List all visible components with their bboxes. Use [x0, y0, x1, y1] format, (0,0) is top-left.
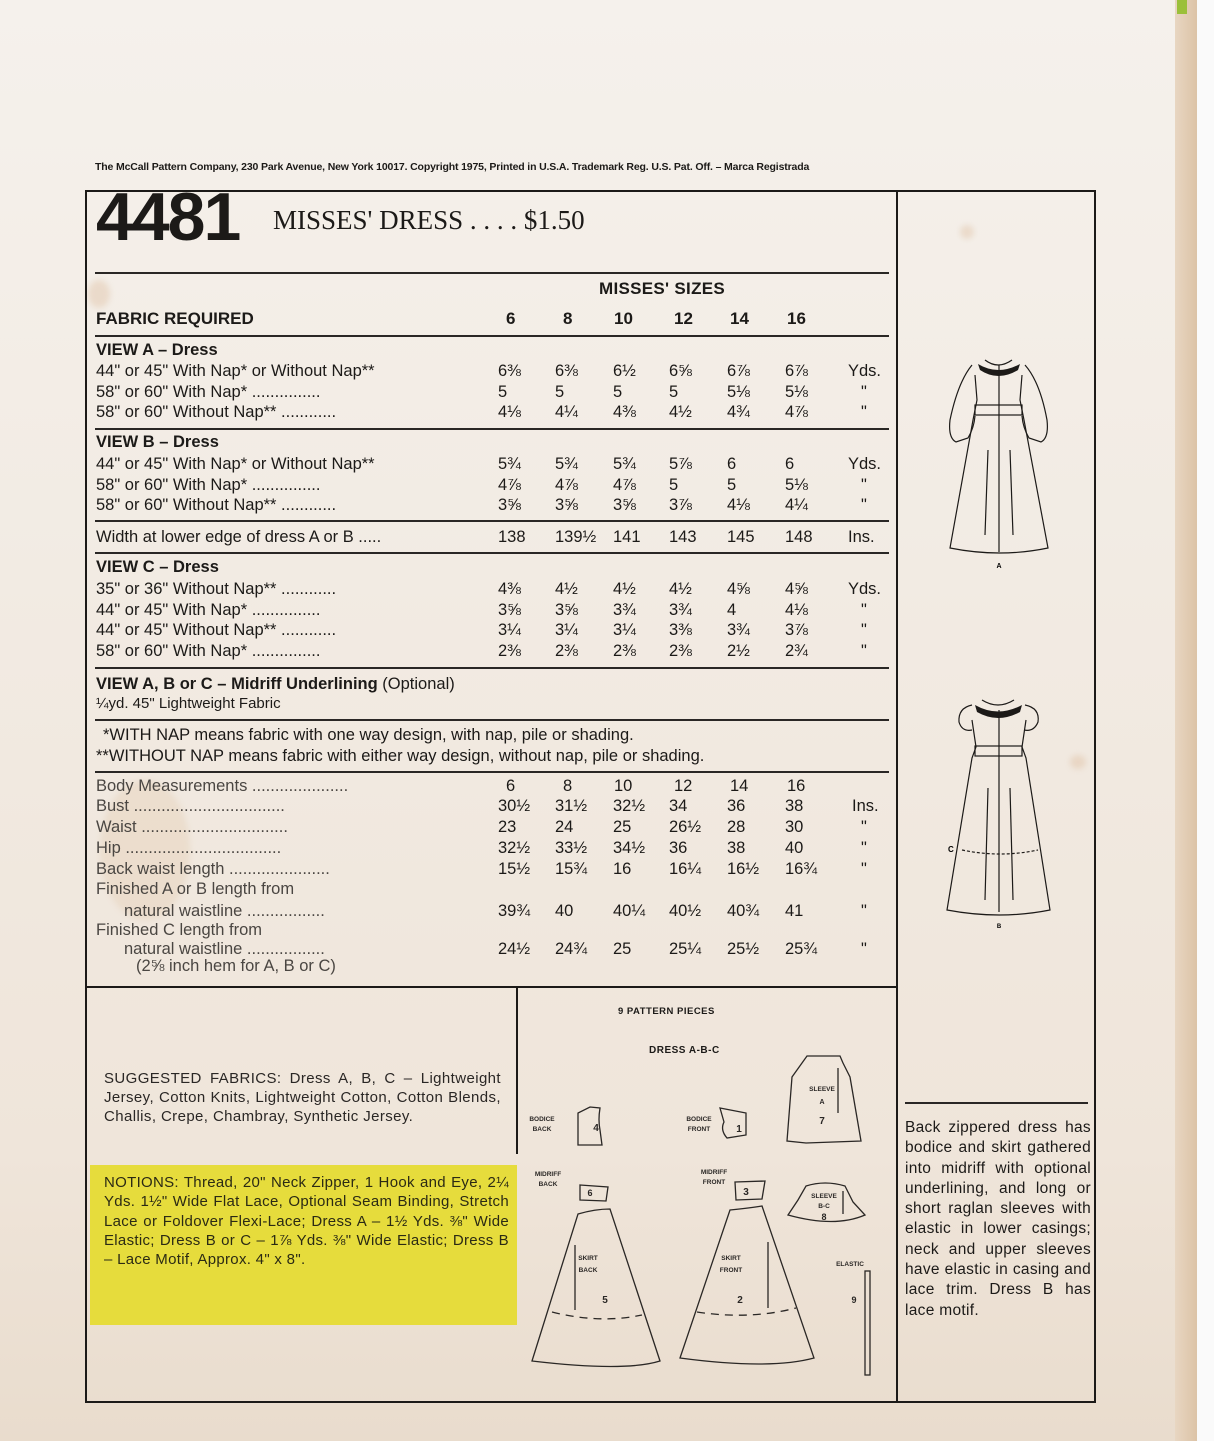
size-14: 14 [730, 309, 749, 328]
svg-text:FRONT: FRONT [702, 1179, 726, 1186]
svg-text:ELASTIC: ELASTIC [836, 1261, 864, 1268]
svg-text:FRONT: FRONT [687, 1126, 711, 1133]
suggested-fabrics: SUGGESTED FABRICS: Dress A, B, C – Lightweight Jersey, Cotton Knits, Lightweight Cotton, Cotton Blends, Challis, Crepe, Chambray, Synthetic Jersey. [104, 1070, 501, 1125]
divider [516, 988, 518, 1154]
size-8: 8 [563, 309, 573, 328]
bodice-front-piece [720, 1108, 746, 1138]
sizes-heading: MISSES' SIZES [599, 279, 726, 298]
svg-text:8: 8 [821, 1212, 827, 1222]
view-a-label: A [996, 563, 1002, 570]
divider [95, 335, 889, 337]
svg-text:7: 7 [819, 1116, 825, 1127]
size-10: 10 [614, 309, 633, 328]
copyright-line: The McCall Pattern Company, 230 Park Avenue, New York 10017. Copyright 1975, Printed in U.S.A. Trademark Reg. U.S. Pat. Off. – Marca Registrada [95, 161, 810, 173]
svg-text:BACK: BACK [578, 1267, 598, 1274]
svg-text:SLEEVE: SLEEVE [809, 1086, 835, 1093]
divider [95, 552, 889, 554]
view-c-label: C [948, 845, 954, 854]
background [1197, 0, 1214, 1441]
svg-text:6: 6 [587, 1188, 593, 1198]
view-b-label: B [996, 924, 1002, 930]
svg-text:9: 9 [851, 1295, 857, 1305]
svg-text:FRONT: FRONT [719, 1267, 743, 1274]
view-a-sketch [930, 320, 1070, 570]
svg-text:2: 2 [737, 1295, 743, 1306]
svg-text:BACK: BACK [532, 1126, 552, 1133]
notions-box: NOTIONS: Thread, 20" Neck Zipper, 1 Hook and Eye, 2¼ Yds. 1½" Wide Flat Lace, Optional Seam Binding, Stretch Lace or Foldover Flexi-Lace; Dress A – 1½ Yds. ⅜" Wide Elastic; Dress B or C – 1⅞ Yds. ⅜" Wide Elastic; Dress B – Lace Motif, Approx. 4" x 8". [90, 1165, 517, 1325]
svg-text:A: A [819, 1099, 825, 1106]
divider [95, 667, 889, 669]
envelope-corner [1177, 0, 1187, 14]
svg-text:MIDRIFF: MIDRIFF [700, 1169, 728, 1176]
svg-text:5: 5 [602, 1295, 608, 1306]
pattern-pieces-subtitle: DRESS A-B-C [649, 1045, 720, 1056]
pattern-description: Back zippered dress has bodice and skirt gathered into midriff with optional underlining, and long or short raglan sleeves with elastic in lower casings; neck and upper sleeves have elastic in casing and lace trim. Dress B has lace motif. [905, 1119, 1091, 1319]
view-b-heading: VIEW B – Dress [96, 433, 219, 451]
pattern-title: MISSES' DRESS . . . . $1.50 [273, 205, 585, 235]
svg-text:SKIRT: SKIRT [721, 1255, 741, 1262]
pattern-pieces-title: 9 PATTERN PIECES [618, 1006, 715, 1017]
divider [95, 520, 889, 522]
pattern-number: 4481 [96, 179, 240, 255]
svg-text:SKIRT: SKIRT [578, 1255, 598, 1262]
svg-text:MIDRIFF: MIDRIFF [534, 1171, 562, 1178]
svg-text:SLEEVE: SLEEVE [811, 1193, 837, 1200]
svg-text:BACK: BACK [538, 1181, 558, 1188]
pattern-pieces-diagram [520, 990, 896, 1402]
view-a-heading: VIEW A – Dress [96, 341, 218, 359]
divider [95, 719, 889, 721]
divider [905, 1102, 1088, 1104]
size-16: 16 [787, 309, 806, 328]
paper-edge [1175, 0, 1197, 1441]
svg-text:B-C: B-C [818, 1203, 830, 1210]
view-c-heading: VIEW C – Dress [96, 558, 219, 576]
fabric-required-heading: FABRIC REQUIRED [96, 309, 254, 328]
size-6: 6 [506, 309, 516, 328]
divider [95, 272, 889, 274]
svg-text:3: 3 [743, 1187, 749, 1198]
size-12: 12 [674, 309, 693, 328]
view-b-sketch [930, 690, 1070, 930]
svg-text:BODICE: BODICE [686, 1116, 712, 1123]
divider [95, 428, 889, 430]
divider [95, 771, 889, 773]
svg-text:4: 4 [593, 1123, 599, 1134]
svg-text:1: 1 [736, 1124, 742, 1135]
svg-text:BODICE: BODICE [529, 1116, 555, 1123]
